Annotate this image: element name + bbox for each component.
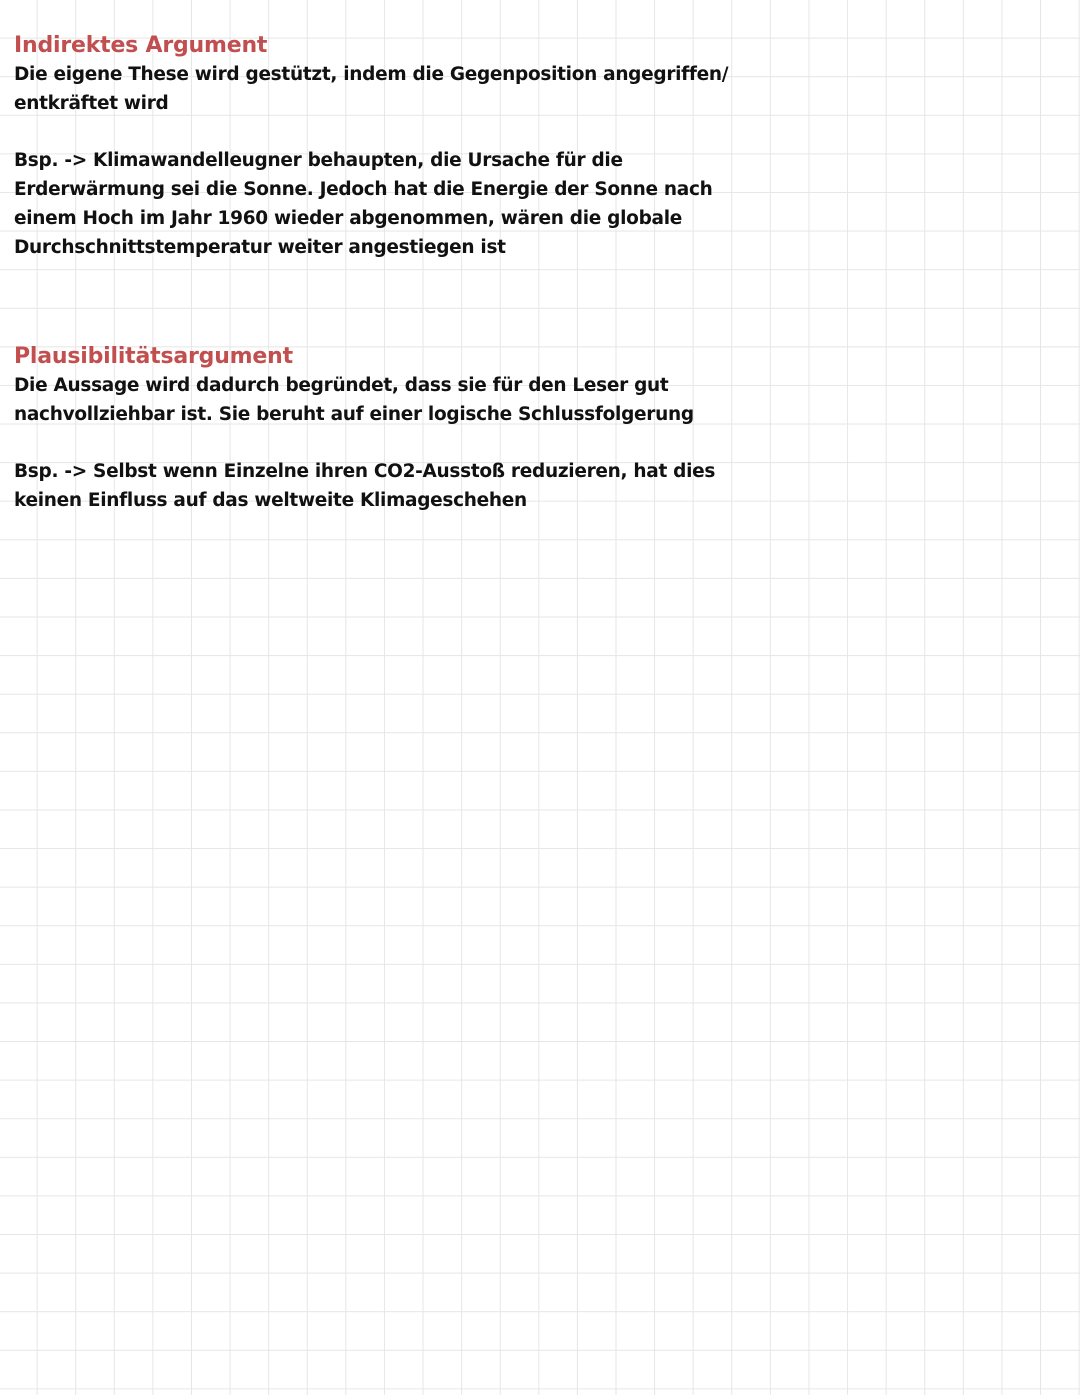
definition-line: entkräftet wird [14, 92, 169, 114]
example-line: keinen Einfluss auf das weltweite Klimageschehen [14, 490, 527, 512]
section-plausibilitaetsargument [14, 342, 774, 516]
definition-line: Die eigene These wird gestützt, indem die Gegenposition angegriffen/ [14, 64, 729, 85]
definition-text [14, 61, 774, 119]
example-line: Durchschnittstemperatur weiter angestiegen ist [14, 236, 506, 258]
section-indirektes-argument [14, 31, 774, 263]
example-line: Bsp. -> Klimawandelleugner behaupten, die Ursache für die [14, 150, 623, 172]
definition-text [14, 372, 774, 430]
definition-line: nachvollziehbar ist. Sie beruht auf einer logische Schlussfolgerung [14, 403, 694, 425]
example-text [14, 458, 774, 516]
example-line: einem Hoch im Jahr 1960 wieder abgenommen, wären die globale [14, 207, 682, 229]
definition-line: Die Aussage wird dadurch begründet, dass sie für den Leser gut [14, 375, 669, 396]
example-text [14, 147, 774, 262]
example-line: Bsp. -> Selbst wenn Einzelne ihren CO2-Ausstoß reduzieren, hat dies [14, 461, 716, 483]
section-heading: Indirektes Argument [14, 33, 268, 58]
example-line: Erderwärmung sei die Sonne. Jedoch hat die Energie der Sonne nach [14, 179, 713, 201]
section-heading: Plausibilitätsargument [14, 344, 293, 369]
